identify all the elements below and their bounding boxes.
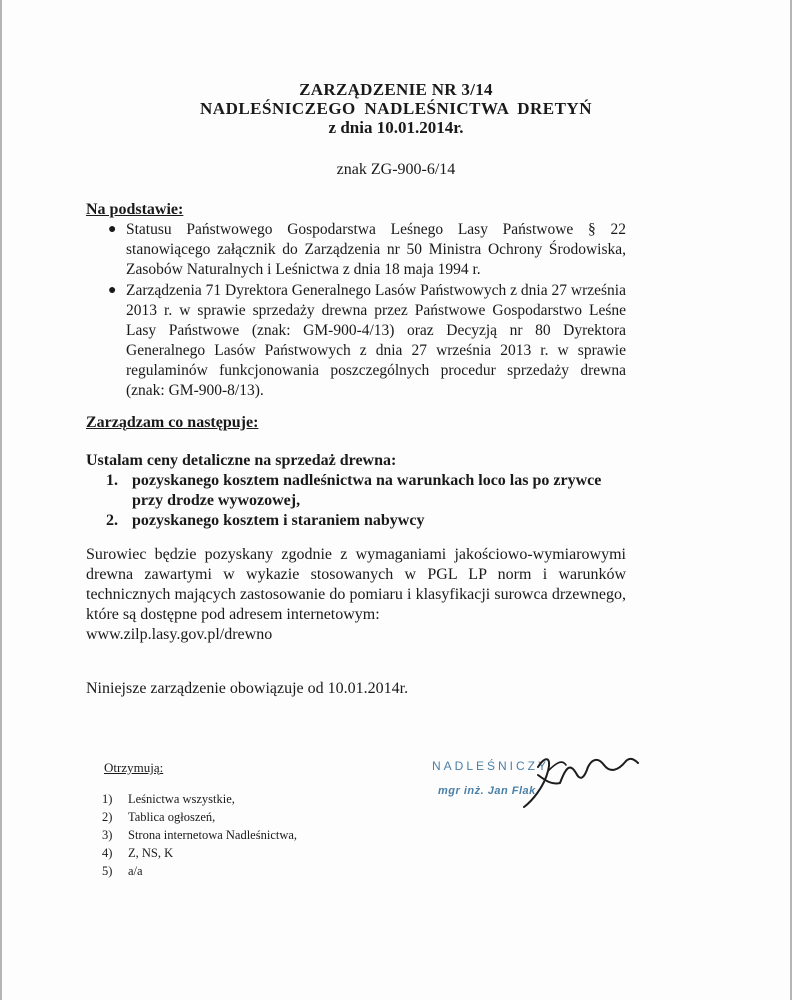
web-address: www.zilp.lasy.gov.pl/drewno (86, 626, 273, 643)
list-item-number: 2. (106, 512, 118, 529)
bullet-icon: ● (108, 283, 117, 298)
order-heading: Zarządzam co następuje: (86, 414, 259, 431)
list-item-text: Leśnictwa wszystkie, (128, 792, 235, 806)
list-item (106, 471, 626, 511)
list-item (102, 862, 297, 880)
list-item-text: Statusu Państwowego Gospodarstwa Leśnego Lasy Państwowe § 22 stanowiącego załącznik do Zarządzenia nr 50 Ministra Ochrony Środowiska, Zasobów Naturalnych i Leśnictwa z dnia 18 maja 1994 r. (126, 221, 626, 278)
list-item-text: pozyskanego kosztem i staraniem nabywcy (132, 512, 425, 529)
list-item-number: 4) (102, 846, 113, 860)
list-item-number: 5) (102, 864, 113, 878)
legal-basis-heading: Na podstawie: (86, 201, 184, 218)
list-item (106, 511, 626, 531)
paragraph-text: Surowiec będzie pozyskany zgodnie z wymaganiami jakościowo-wymiarowymi drewna zawartymi w wykazie stosowanych w PGL LP norm i warunków technicznych mających zastosowanie do pomiaru i klasyfikacji surowca drzewnego, które są dostępne pod adresem internetowym: (86, 546, 626, 623)
stamp-title: NADLEŚNICZY (432, 759, 550, 773)
effective-date-statement: Niniejsze zarządzenie obowiązuje od 10.01.2014r. (86, 680, 409, 697)
list-item (102, 808, 297, 826)
list-item-text: Z, NS, K (128, 846, 174, 860)
list-item (102, 826, 297, 844)
prices-statement: Ustalam ceny detaliczne na sprzedaż drewna: (86, 452, 397, 469)
bullet-icon: ● (108, 222, 117, 237)
list-item-number: 1) (102, 792, 113, 806)
list-item-number: 3) (102, 828, 113, 842)
document-date: z dnia 10.01.2014r. (328, 118, 464, 137)
list-item (106, 281, 626, 401)
list-item-text: pozyskanego kosztem nadleśnictwa na warunkach loco las po zrywce przy drodze wywozowej, (132, 472, 602, 509)
raw-material-paragraph (86, 545, 626, 645)
issuer-title: NADLEŚNICZEGO NADLEŚNICTWA DRETYŃ (200, 99, 592, 118)
list-item-text: Zarządzenia 71 Dyrektora Generalnego Lasów Państwowych z dnia 27 września 2013 r. w sprawie sprzedaży drewna przez Państwowe Gospodarstwo Leśne Lasy Państwowe (znak: GM-900-4/13) oraz Decyzją nr 80 Dyrektora Generalnego Lasów Państwowych z dnia 27 września 2013 r. w sprawie regulaminów funkcjonowania poszczególnych procedur sprzedaży drewna (znak: GM-900-8/13). (126, 282, 626, 399)
signature-stamp (420, 745, 650, 815)
list-item-text: a/a (128, 864, 143, 878)
list-item-text: Tablica ogłoszeń, (128, 810, 216, 824)
list-item-number: 2) (102, 810, 113, 824)
list-item (106, 220, 626, 280)
prices-list (106, 471, 626, 531)
list-item-text: Strona internetowa Nadleśnictwa, (128, 828, 298, 842)
list-item-number: 1. (106, 472, 118, 489)
list-item (102, 844, 297, 862)
stamp-name: mgr inż. Jan Flak (438, 785, 536, 797)
title-block (90, 80, 702, 137)
scan-edge-left (0, 0, 2, 1000)
recipients-heading: Otrzymują: (104, 760, 164, 775)
list-item (102, 790, 297, 808)
reference-number: znak ZG-900-6/14 (336, 161, 456, 178)
recipients-list (102, 790, 297, 880)
document-title: ZARZĄDZENIE NR 3/14 (299, 80, 493, 99)
handwritten-signature (420, 745, 650, 815)
legal-basis-list (106, 220, 626, 402)
